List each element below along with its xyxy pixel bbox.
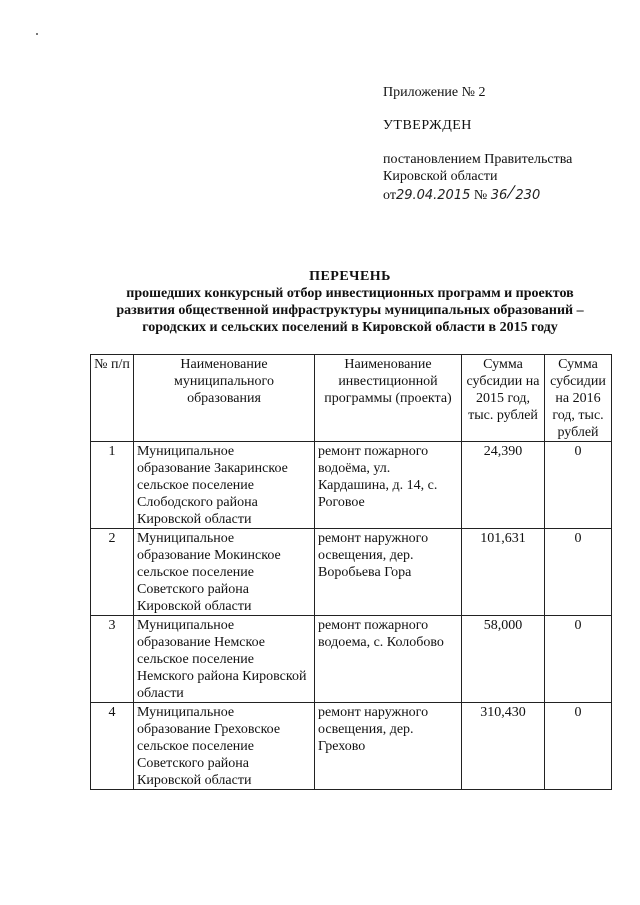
header-subsidy-2016: Сумма субсидии на 2016 год, тыс. рублей bbox=[545, 355, 612, 442]
row-subsidy-2016: 0 bbox=[545, 529, 612, 616]
row-subsidy-2015: 58,000 bbox=[462, 616, 545, 703]
table-row bbox=[91, 616, 612, 703]
handwritten-slash-icon: / bbox=[505, 178, 518, 205]
row-no: 1 bbox=[91, 442, 134, 529]
row-municipality: Муниципальное образование Мокинское сельское поселение Советского района Кировской области bbox=[134, 529, 315, 616]
approved-label: УТВЕРЖДЕН bbox=[383, 118, 472, 133]
handwritten-date: 29.04.2015 bbox=[395, 188, 471, 203]
title-line-2: развития общественной инфраструктуры муниципальных образований – bbox=[116, 303, 584, 318]
handwritten-number-part-1: 36 bbox=[490, 188, 508, 203]
approval-stamp bbox=[383, 84, 623, 204]
table-row bbox=[91, 529, 612, 616]
row-subsidy-2015: 24,390 bbox=[462, 442, 545, 529]
document-title bbox=[80, 268, 620, 336]
title-heading: ПЕРЕЧЕНЬ bbox=[309, 269, 391, 284]
header-subsidy-2015: Сумма субсидии на 2015 год, тыс. рублей bbox=[462, 355, 545, 442]
row-no: 4 bbox=[91, 703, 134, 790]
row-subsidy-2016: 0 bbox=[545, 616, 612, 703]
decree-line-1: постановлением Правительства bbox=[383, 152, 573, 167]
table-row bbox=[91, 442, 612, 529]
row-municipality: Муниципальное образование Закаринское сельское поселение Слободского района Кировской области bbox=[134, 442, 315, 529]
row-subsidy-2016: 0 bbox=[545, 703, 612, 790]
title-line-1: прошедших конкурсный отбор инвестиционных программ и проектов bbox=[126, 286, 574, 301]
header-program: Наименование инвестиционной программы (проекта) bbox=[315, 355, 462, 442]
row-subsidy-2015: 101,631 bbox=[462, 529, 545, 616]
date-prefix: от bbox=[383, 188, 396, 203]
title-line-3: городских и сельских поселений в Кировской области в 2015 году bbox=[142, 320, 558, 335]
row-program: ремонт пожарного водоема, с. Колобово bbox=[315, 616, 462, 703]
scan-speck bbox=[36, 33, 38, 35]
number-label: № bbox=[473, 188, 488, 203]
decree-date-line bbox=[383, 178, 623, 205]
header-municipality: Наименование муниципального образования bbox=[134, 355, 315, 442]
row-no: 3 bbox=[91, 616, 134, 703]
handwritten-number-part-2: 230 bbox=[515, 188, 541, 203]
table-header-row bbox=[91, 355, 612, 442]
row-no: 2 bbox=[91, 529, 134, 616]
decree-line-2: Кировской области bbox=[383, 169, 498, 184]
programs-table bbox=[90, 354, 612, 790]
row-program: ремонт наружного освещения, дер. Грехово bbox=[315, 703, 462, 790]
header-no: № п/п bbox=[91, 355, 134, 442]
appendix-number: Приложение № 2 bbox=[383, 85, 486, 100]
row-subsidy-2016: 0 bbox=[545, 442, 612, 529]
row-subsidy-2015: 310,430 bbox=[462, 703, 545, 790]
row-program: ремонт пожарного водоёма, ул. Кардашина, д. 14, с. Роговое bbox=[315, 442, 462, 529]
row-municipality: Муниципальное образование Немское сельское поселение Немского района Кировской области bbox=[134, 616, 315, 703]
row-program: ремонт наружного освещения, дер. Воробьева Гора bbox=[315, 529, 462, 616]
table-row bbox=[91, 703, 612, 790]
row-municipality: Муниципальное образование Греховское сельское поселение Советского района Кировской области bbox=[134, 703, 315, 790]
